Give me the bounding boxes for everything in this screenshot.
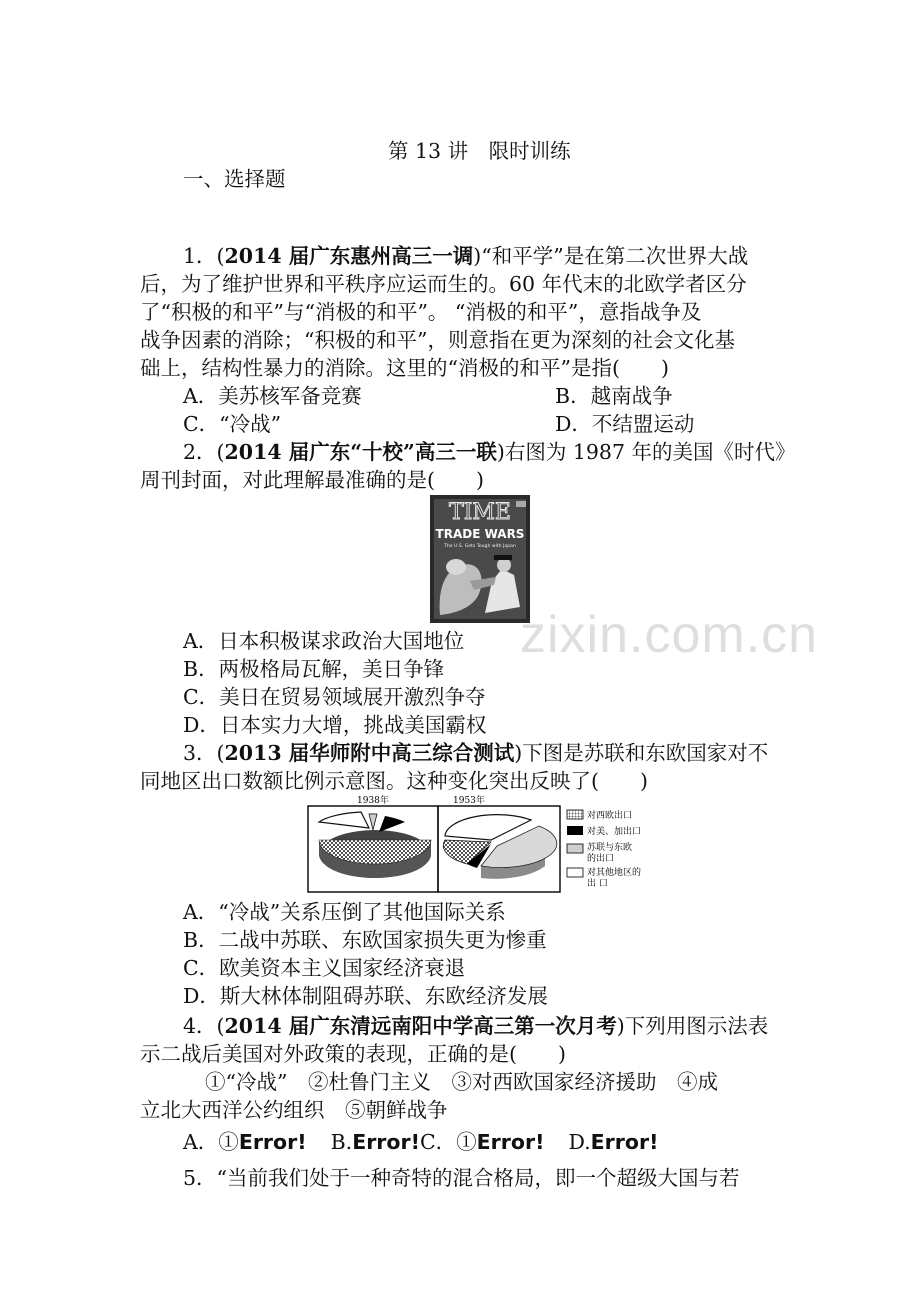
- q2-source: 2014 届广东“十校”高三一联: [224, 440, 497, 464]
- pie-1938: [319, 812, 431, 878]
- q1-option-c: C．“冷战”: [183, 412, 282, 436]
- q1-line-3: 了“积极的和平”与“消极的和平”。 “消极的和平”，意指战争及: [140, 300, 702, 324]
- q4-option-c-error: Error!: [476, 1130, 545, 1154]
- export-pie-charts: [305, 792, 657, 894]
- time-magazine-cover: [430, 495, 530, 623]
- q4-line-2: 示二战后美国对外政策的表现，正确的是( ): [140, 1042, 566, 1066]
- q1-text-1: )“和平学”是在第二次世界大战: [473, 244, 749, 268]
- q4-line-4: 立北大西洋公约组织 ⑤朝鲜战争: [140, 1098, 448, 1122]
- q4-line-1: [183, 1012, 768, 1040]
- q3-option-c: C．欧美资本主义国家经济衰退: [183, 956, 466, 980]
- q3-option-a: A．“冷战”关系压倒了其他国际关系: [183, 900, 506, 924]
- q3-option-b: B．二战中苏联、东欧国家损失更为惨重: [183, 928, 547, 952]
- legend-label-west-europe: 对西欧出口: [587, 811, 633, 821]
- pie-1953: [443, 815, 556, 879]
- q2-option-a: A．日本积极谋求政治大国地位: [183, 629, 465, 653]
- q2-option-c: C．美日在贸易领域展开激烈争夺: [183, 685, 486, 709]
- cover-headline: TRADE WARS: [435, 527, 525, 541]
- chart-legend: [567, 809, 641, 889]
- q1-line-2: 后，为了维护世界和平秩序应运而生的。60 年代末的北欧学者区分: [140, 272, 747, 296]
- page-title: 第 13 讲 限时训练: [388, 139, 571, 163]
- q1-line-5: 础上，结构性暴力的消除。这里的“消极的和平”是指( ): [140, 356, 669, 380]
- q1-line-4: 战争因素的消除；“积极的和平”，则意指在更为深刻的社会文化基: [140, 328, 735, 352]
- q3-text-1: )下图是苏联和东欧国家对不: [514, 741, 769, 765]
- q4-option-b-error: Error!: [352, 1130, 420, 1154]
- legend-swatch-west-europe: [567, 810, 583, 819]
- q1-option-a: A．美苏核军备竞赛: [183, 384, 362, 408]
- q1-number: 1．(: [183, 244, 225, 268]
- q3-option-d: D．斯大林体制阻碍苏联、东欧经济发展: [183, 984, 548, 1008]
- q2-line-1: [183, 438, 796, 466]
- q3-line-1: [183, 739, 768, 767]
- q4-number: 4．(: [183, 1014, 225, 1038]
- q1-line-1: [183, 242, 748, 270]
- legend-swatch-ussr-east: [567, 844, 583, 853]
- cover-time-logo: TIME: [449, 500, 511, 525]
- q2-number: 2．(: [183, 440, 225, 464]
- section-heading: 一、选择题: [183, 167, 286, 191]
- q2-line-2: 周刊封面，对此理解最准确的是( ): [140, 468, 484, 492]
- q4-options: [183, 1128, 658, 1156]
- pie-1938-other: [319, 812, 369, 828]
- pie-1938-us-canada: [379, 816, 405, 832]
- q3-source: 2013 届华师附中高三综合测试: [224, 741, 515, 765]
- cover-subheadline: The U.S. Gets Tough with Japan: [444, 544, 516, 549]
- q4-option-d: D.: [568, 1130, 591, 1154]
- legend-label-other-2: 出 口: [587, 879, 608, 889]
- q4-line-3: ①“冷战” ②杜鲁门主义 ③对西欧国家经济援助 ④成: [205, 1070, 718, 1094]
- q3-number: 3．(: [183, 741, 225, 765]
- q4-option-a-error: Error!: [238, 1130, 307, 1154]
- q3-line-2: 同地区出口数额比例示意图。这种变化突出反映了( ): [140, 769, 648, 793]
- legend-label-ussr-east-2: 的出口: [587, 854, 615, 864]
- q4-option-d-error: Error!: [590, 1130, 659, 1154]
- q4-option-a: A．①: [183, 1130, 239, 1154]
- q4-text-1: )下列用图示法表: [616, 1014, 769, 1038]
- q1-source: 2014 届广东惠州高三一调: [224, 244, 474, 268]
- legend-swatch-other: [567, 868, 583, 877]
- pie-1938-ussr-east: [369, 814, 377, 830]
- q1-option-d: D．不结盟运动: [555, 412, 695, 436]
- q5-line-1: 5．“当前我们处于一种奇特的混合格局，即一个超级大国与若: [183, 1166, 740, 1190]
- watermark: zixin.com.cn: [520, 606, 819, 664]
- legend-label-ussr-east-1: 苏联与东欧: [587, 843, 633, 853]
- q1-option-b: B．越南战争: [555, 384, 673, 408]
- q4-option-c: C．①: [419, 1130, 477, 1154]
- legend-label-other-1: 对其他地区的: [587, 868, 642, 878]
- q2-text-1: )右图为 1987 年的美国《时代》: [496, 440, 796, 464]
- legend-swatch-us-canada: [567, 826, 583, 835]
- q2-option-d: D．日本实力大增，挑战美国霸权: [183, 713, 487, 737]
- legend-label-us-canada: 对美、加出口: [587, 827, 642, 837]
- q4-source: 2014 届广东清远南阳中学高三第一次月考: [224, 1014, 617, 1038]
- q4-option-b: B.: [330, 1130, 353, 1154]
- year-1953-label: 1953年: [453, 796, 485, 806]
- q2-option-b: B．两极格局瓦解，美日争锋: [183, 657, 445, 681]
- year-1938-label: 1938年: [357, 796, 389, 806]
